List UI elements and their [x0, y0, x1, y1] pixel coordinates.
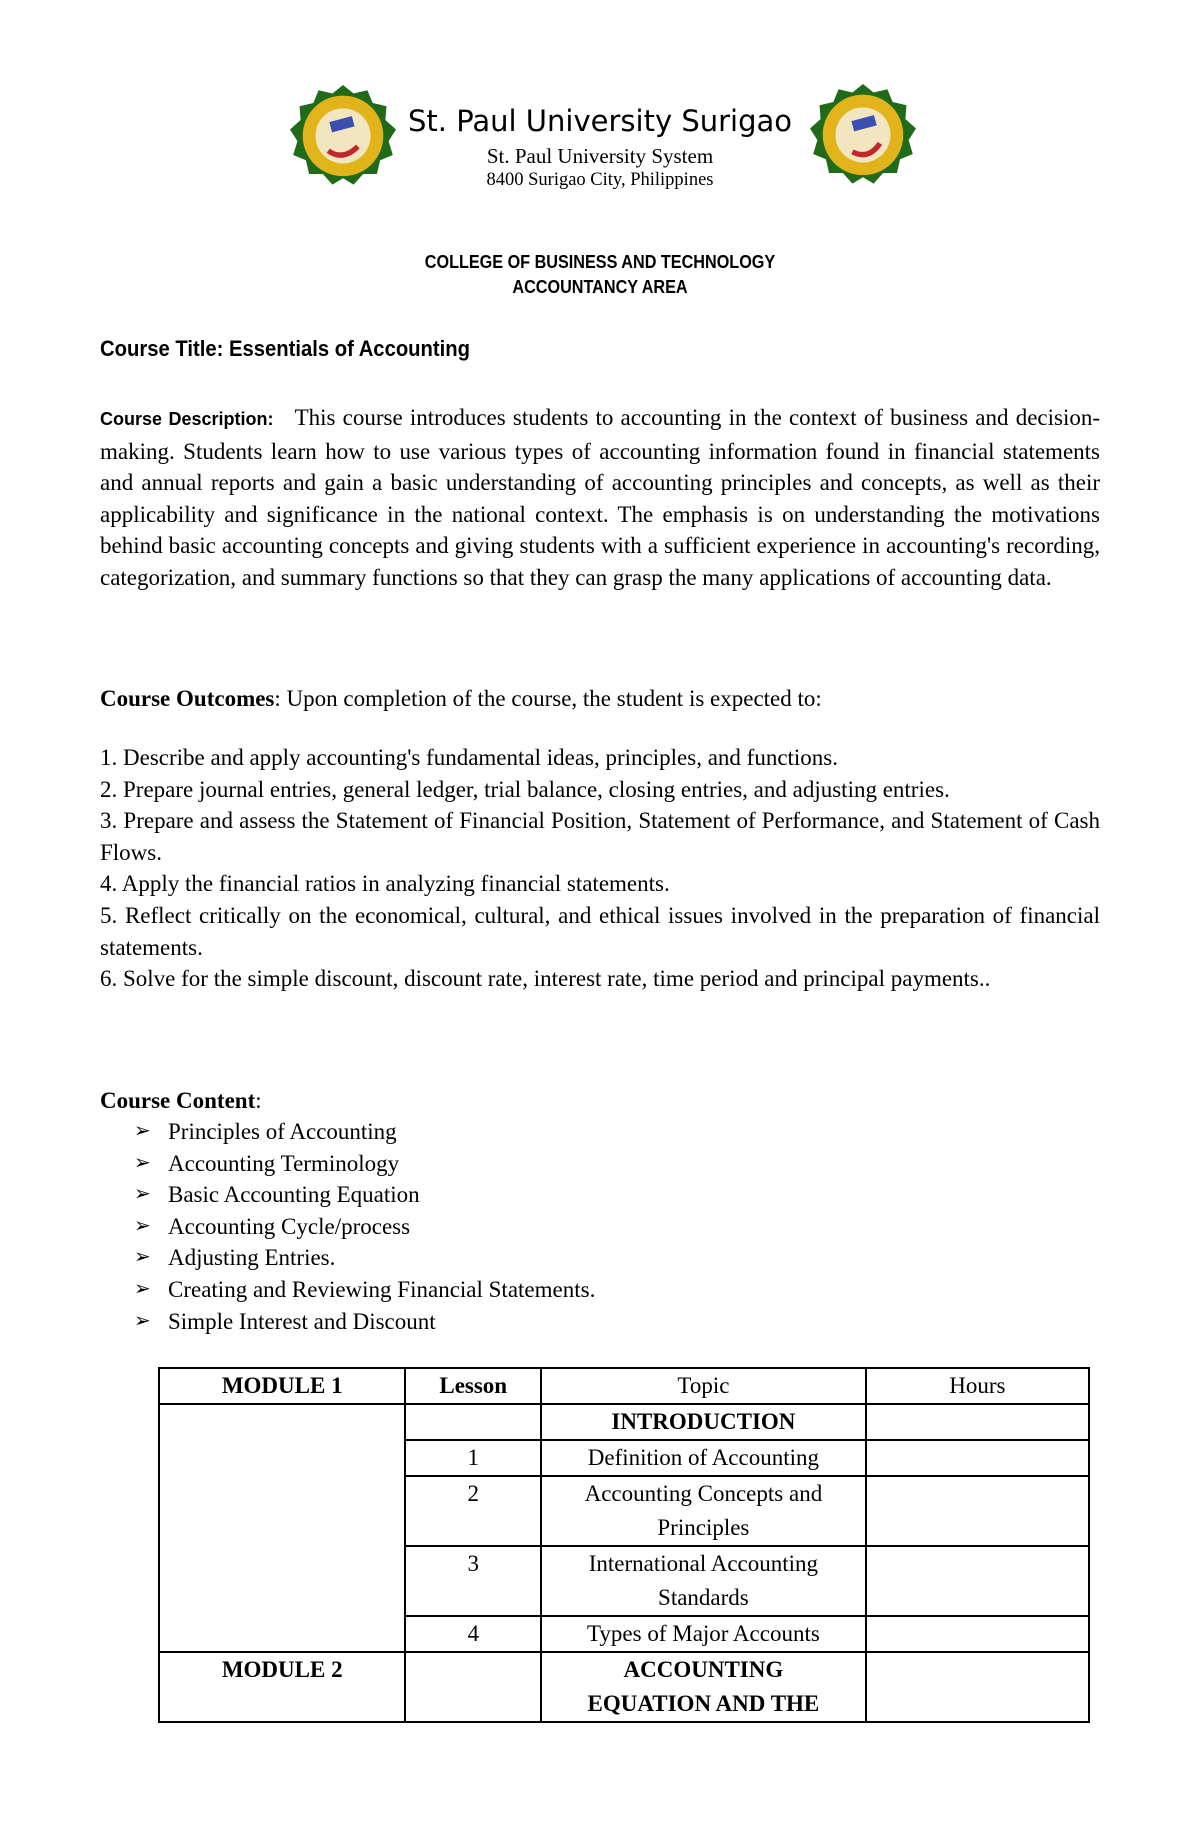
- course-title: Course Title: Essentials of Accounting: [100, 336, 471, 361]
- lesson-cell: 4: [405, 1616, 541, 1652]
- lesson-cell: 3: [405, 1546, 541, 1616]
- list-item: ➢ Simple Interest and Discount: [100, 1306, 1100, 1338]
- arrow-bullet-icon: ➢: [134, 1151, 151, 1174]
- table-row: [159, 1404, 1089, 1440]
- arrow-bullet-icon: ➢: [134, 1183, 151, 1206]
- arrow-bullet-icon: ➢: [134, 1246, 151, 1269]
- list-item: ➢ Basic Accounting Equation: [100, 1179, 1100, 1211]
- list-item: ➢ Principles of Accounting: [100, 1116, 1100, 1148]
- outcome-item: 4. Apply the financial ratios in analyzing financial statements.: [100, 871, 670, 897]
- module-table: [158, 1367, 1090, 1723]
- outcome-item: 5. Reflect critically on the economical, cultural, and ethical issues involved in the preparation of financial statements.: [100, 902, 1100, 960]
- table-row: [159, 1652, 1089, 1722]
- header-hours: Hours: [866, 1368, 1089, 1404]
- arrow-bullet-icon: ➢: [134, 1120, 151, 1142]
- outcome-item: 2. Prepare journal entries, general ledger, trial balance, closing entries, and adjusting entries.: [100, 776, 950, 802]
- list-item: ➢ Adjusting Entries.: [100, 1242, 1100, 1274]
- course-content-list: [100, 1116, 1100, 1337]
- topic-cell: INTRODUCTION: [541, 1404, 866, 1440]
- module-cell: [159, 1404, 405, 1652]
- outcome-item: 6. Solve for the simple discount, discount rate, interest rate, time period and principal payments..: [100, 966, 991, 992]
- arrow-bullet-icon: ➢: [134, 1277, 151, 1300]
- description-text: This course introduces students to accounting in the context of business and decision-making. Students learn how to use various types of accounting information found in financial statements and annual reports and gain a basic understanding of accounting principles and concepts, as well as their applicability and significance in the national context. The emphasis is on understanding the motivations behind basic accounting concepts and giving students with a sufficient experience in accounting's recording, categorization, and summary functions so that they can grasp the many applications of accounting data.: [100, 405, 1100, 590]
- module-cell: MODULE 2: [159, 1652, 405, 1722]
- header-lesson: Lesson: [405, 1368, 541, 1404]
- topic-cell: Definition of Accounting: [541, 1440, 866, 1476]
- list-item: ➢ Accounting Cycle/process: [100, 1211, 1100, 1243]
- description-label: Course Description:: [100, 409, 274, 429]
- arrow-bullet-icon: ➢: [134, 1309, 151, 1332]
- university-name: St. Paul University Surigao: [407, 104, 793, 138]
- area-name: ACCOUNTANCY AREA: [512, 277, 688, 297]
- outcomes-label: Course Outcomes: [100, 686, 275, 711]
- topic-cell: Accounting Concepts and Principles: [541, 1476, 866, 1546]
- arrow-bullet-icon: ➢: [134, 1214, 151, 1237]
- course-outcomes-heading: [100, 683, 1100, 715]
- course-description: [100, 402, 1100, 594]
- list-item: ➢ Accounting Terminology: [100, 1148, 1100, 1180]
- lesson-cell: 1: [405, 1440, 541, 1476]
- topic-cell: ACCOUNTING EQUATION AND THE: [541, 1652, 866, 1722]
- table-header-row: [159, 1368, 1089, 1404]
- lesson-cell: 2: [405, 1476, 541, 1546]
- topic-cell: Types of Major Accounts: [541, 1616, 866, 1652]
- header-module: MODULE 1: [159, 1368, 405, 1404]
- list-item: ➢ Creating and Reviewing Financial Statements.: [100, 1274, 1100, 1306]
- college-name: COLLEGE OF BUSINESS AND TECHNOLOGY: [424, 252, 776, 272]
- outcomes-list: [100, 742, 1100, 995]
- header-topic: Topic: [541, 1368, 866, 1404]
- outcome-item: 1. Describe and apply accounting's fundamental ideas, principles, and functions.: [100, 745, 839, 770]
- university-address: 8400 Surigao City, Philippines: [486, 170, 714, 190]
- outcome-item: 3. Prepare and assess the Statement of Financial Position, Statement of Performance, and Statement of Cash Flows.: [100, 808, 1100, 865]
- outcomes-intro: : Upon completion of the course, the student is expected to:: [274, 686, 822, 711]
- university-system: St. Paul University System: [486, 144, 714, 168]
- course-content-heading: Course Content:: [100, 1088, 262, 1113]
- content-label: Course Content: [100, 1088, 256, 1113]
- topic-cell: International Accounting Standards: [541, 1546, 866, 1616]
